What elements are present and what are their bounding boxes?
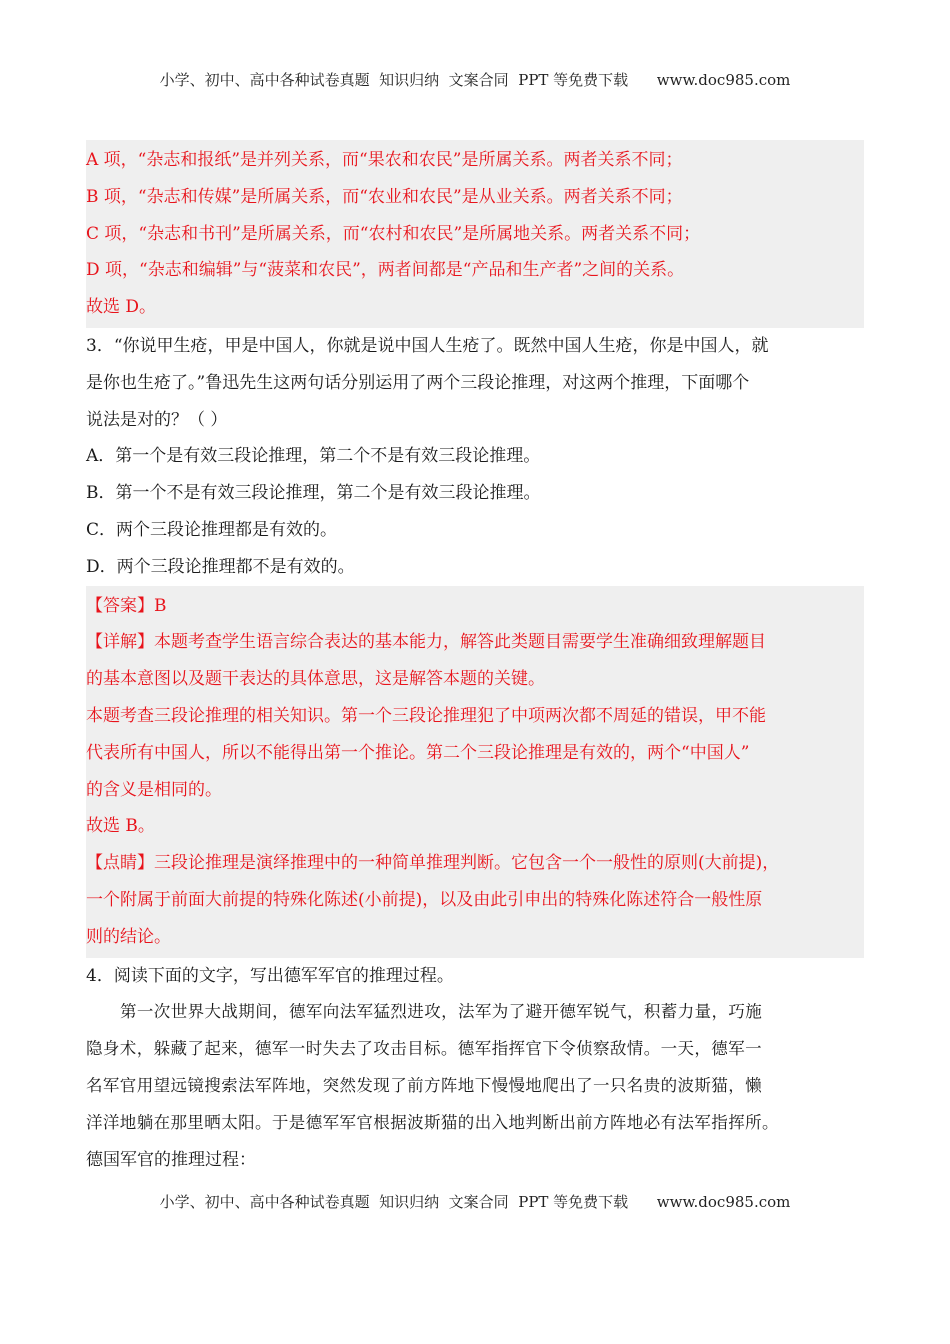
option-c: C．两个三段论推理都是有效的。: [86, 519, 338, 540]
answer-prompt: 德国军官的推理过程：: [86, 1149, 256, 1170]
detail-line: 的基本意图以及题干表达的具体意思，这是解答本题的关键。: [86, 669, 545, 690]
conclusion-line: 故选 B。: [86, 816, 155, 837]
tip-line: 一个附属于前面大前提的特殊化陈述(小前提)，以及由此引申出的特殊化陈述符合一般性原: [86, 889, 763, 910]
reading-passage: [86, 994, 864, 1141]
explanation-line: A 项，“杂志和报纸”是并列关系，而“果农和农民”是所属关系。两者关系不同；: [86, 150, 683, 170]
detail-line: 代表所有中国人，所以不能得出第一个推论。第二个三段论推理是有效的，两个“中国人”: [86, 742, 750, 763]
option-d: D．两个三段论推理都不是有效的。: [86, 556, 355, 577]
explanation-line: C 项，“杂志和书刊”是所属关系，而“农村和农民”是所属地关系。两者关系不同；: [86, 223, 701, 244]
question-stem-line: 说法是对的？（ ）: [86, 409, 228, 430]
option-a: A．第一个是有效三段论推理，第二个不是有效三段论推理。: [86, 446, 541, 467]
tip-line: 【点睛】三段论推理是演绎推理中的一种简单推理判断。它包含一个一般性的原则(大前提)，: [86, 853, 780, 874]
tip-line: 则的结论。: [86, 926, 171, 947]
passage-line: 名军官用望远镜搜索法军阵地，突然发现了前方阵地下慢慢地爬出了一只名贵的波斯猫，懒: [86, 1075, 762, 1095]
question-3: [86, 328, 864, 586]
question-prompt: 4．阅读下面的文字，写出德军军官的推理过程。: [86, 965, 454, 986]
page-footer: 小学、初中、高中各种试卷真题 知识归纳 文案合同 PPT 等免费下载 www.doc985.com: [159, 1193, 791, 1211]
question-stem-line: 是你也生疮了。”鲁迅先生这两句话分别运用了两个三段论推理，对这两个推理，下面哪个: [86, 372, 750, 393]
page-header: 小学、初中、高中各种试卷真题 知识归纳 文案合同 PPT 等免费下载 www.doc985.com: [159, 71, 791, 89]
passage-line: 隐身术，躲藏了起来，德军一时失去了攻击目标。德军指挥官下令侦察敌情。一天，德军一: [86, 1039, 762, 1059]
answer-line: 【答案】B: [86, 595, 167, 616]
explanation-block-q2: [86, 140, 864, 328]
answer-block-q3: [86, 586, 864, 958]
explanation-line: D 项，“杂志和编辑”与“菠菜和农民”，两者间都是“产品和生产者”之间的关系。: [86, 260, 685, 281]
passage-line: 第一次世界大战期间，德军向法军猛烈进攻，法军为了避开德军锐气，积蓄力量，巧施: [120, 1002, 763, 1022]
detail-line: 【详解】本题考查学生语言综合表达的基本能力，解答此类题目需要学生准确细致理解题目: [86, 632, 766, 653]
question-4: [86, 958, 864, 1179]
detail-line: 本题考查三段论推理的相关知识。第一个三段论推理犯了中项两次都不周延的错误，甲不能: [86, 705, 766, 726]
explanation-line: B 项，“杂志和传媒”是所属关系，而“农业和农民”是从业关系。两者关系不同；: [86, 186, 683, 207]
option-b: B．第一个不是有效三段论推理，第二个是有效三段论推理。: [86, 483, 541, 504]
passage-line: 洋洋地躺在那里晒太阳。于是德军军官根据波斯猫的出入地判断出前方阵地必有法军指挥所。: [86, 1112, 779, 1132]
question-stem-line: 3．“你说甲生疮，甲是中国人，你就是说中国人生疮了。既然中国人生疮，你是中国人，就: [86, 335, 769, 356]
page-content: [86, 140, 864, 1178]
conclusion-line: 故选 D。: [86, 297, 157, 318]
detail-line: 的含义是相同的。: [86, 779, 222, 800]
